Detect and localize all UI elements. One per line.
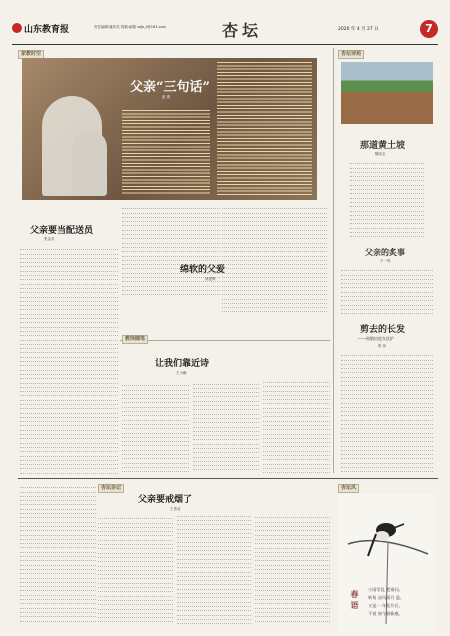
column-divider-right xyxy=(333,48,334,473)
issue-date: 2020 年 4 月 27 日 xyxy=(338,27,379,32)
field-photo xyxy=(341,62,433,124)
soft-love-body xyxy=(222,205,327,315)
photo-sketch-child xyxy=(72,130,107,196)
soft-love-byline: 徐建辉 xyxy=(205,277,216,281)
smoking-title: 父亲要戒烟了 xyxy=(138,495,193,505)
photo-text-col2 xyxy=(217,62,312,196)
father-thing-byline: 于一鸣 xyxy=(380,259,391,263)
father-thing-body xyxy=(341,267,433,315)
father-three-title: 父亲“三句话” xyxy=(130,80,210,95)
poetry-byline: 王小鹏 xyxy=(176,371,187,375)
masthead-rule xyxy=(12,44,438,45)
spring-poem-lines xyxy=(368,586,404,618)
poetry-body xyxy=(122,382,330,474)
father-thing-title: 父亲的炙事 xyxy=(365,247,405,257)
page-number-badge xyxy=(420,20,438,38)
poem-line: 又是一 年花开后, xyxy=(368,603,400,608)
section-label-right-top: 杏坛诗苑 xyxy=(338,50,364,59)
paper-name: 山东教育报 xyxy=(24,25,70,35)
haircut-subtitle: ——致敬抗疫女医护 xyxy=(358,336,394,341)
feature-photo xyxy=(22,58,317,200)
haircut-title: 剪去的长发 xyxy=(360,325,406,335)
section-label-mid-left: 教师随笔 xyxy=(122,335,148,344)
photo-text-col1 xyxy=(122,110,210,196)
yellow-land-title: 那道黄土坡 xyxy=(360,141,406,151)
section-title: 杏坛 xyxy=(222,21,263,40)
spring-poem-title: 春 语 xyxy=(350,590,360,609)
haircut-byline: 张 伟 xyxy=(378,344,387,348)
masthead xyxy=(12,18,438,44)
section-label-left-top: 家教时空 xyxy=(18,50,44,59)
father-delivery-title: 父亲要当配送员 xyxy=(30,226,94,236)
mid-rule xyxy=(120,340,330,341)
smoking-body-main xyxy=(98,515,330,625)
section-label-bottom-left: 杏坛杂记 xyxy=(98,484,124,493)
section-label-bottom-right: 杏坛风 xyxy=(338,484,359,493)
soft-love-title: 绵软的父爱 xyxy=(180,265,226,275)
masthead-info: 责任编辑:潘庆英 投稿:邮箱 sdjb_f@163.com xyxy=(94,25,167,29)
father-delivery-byline: 张金芳 xyxy=(44,237,55,241)
poem-line: 不说 如今着新痕。 xyxy=(368,611,403,616)
poetry-title: 让我们靠近诗 xyxy=(155,359,210,369)
yellow-land-byline: 魏凤宝 xyxy=(375,152,386,156)
smoking-body-left xyxy=(20,484,96,624)
smoking-byline: 王善成 xyxy=(170,507,181,511)
poem-line: 转角 凉风清月 盈。 xyxy=(368,595,405,600)
haircut-body xyxy=(341,352,433,472)
father-three-byline: 赵 康 xyxy=(162,95,171,99)
yellow-land-body xyxy=(350,160,424,240)
paper-logo-icon xyxy=(12,23,22,33)
poem-line: 小雨零乱 把谁问, xyxy=(368,587,400,592)
page-number: 7 xyxy=(425,22,433,35)
father-three-body-cont xyxy=(122,205,220,297)
father-delivery-body xyxy=(20,246,118,476)
bird-illustration xyxy=(338,494,436,632)
bottom-rule xyxy=(18,478,438,479)
